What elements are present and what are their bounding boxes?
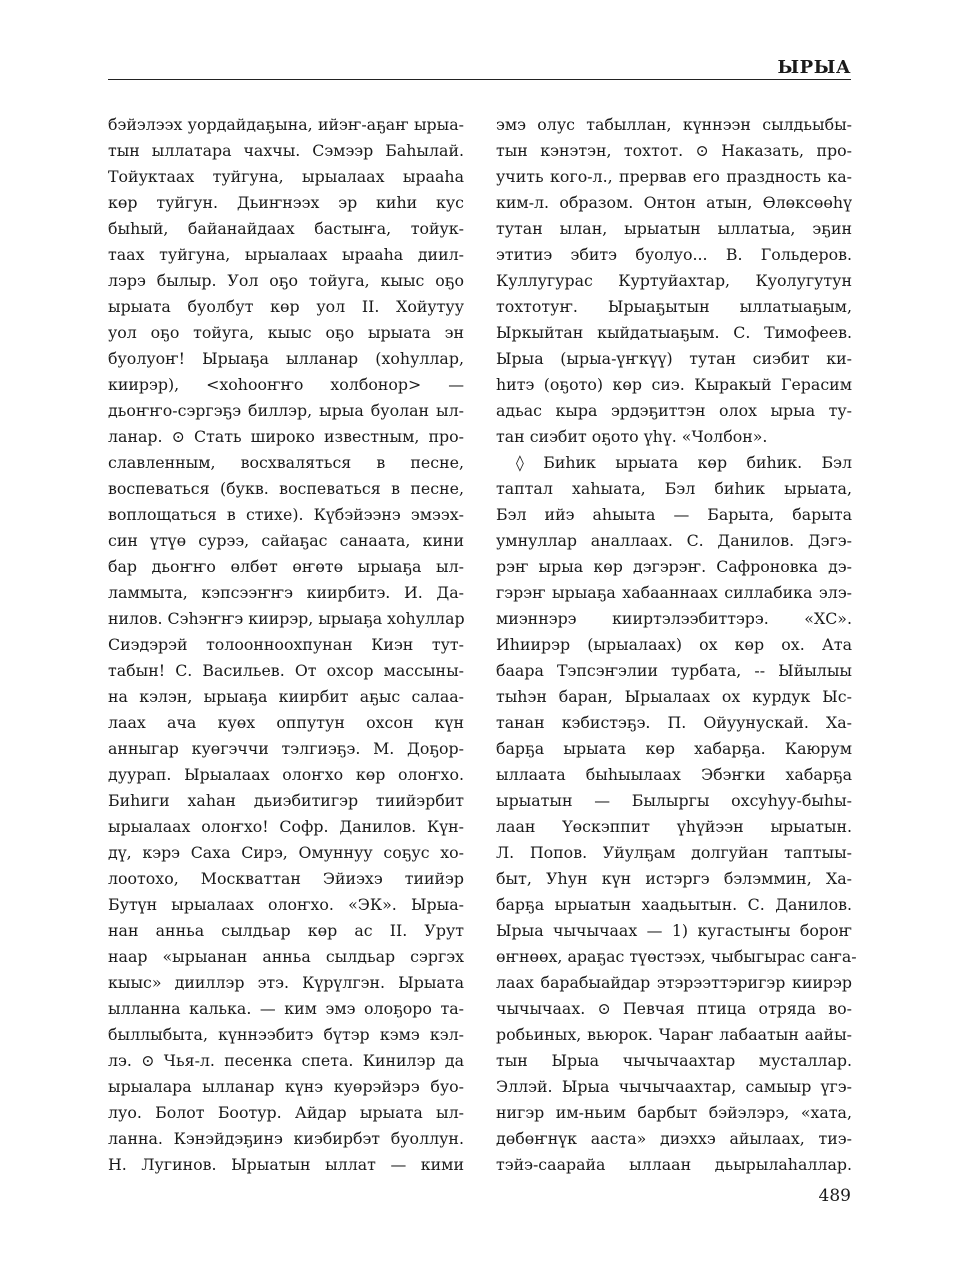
text-line: Тойуктаах туйгуна, ырыалаах ырааһа <box>108 167 464 186</box>
page-number: 489 <box>818 1186 851 1206</box>
text-line: быт, Уһун күн истэргэ бэлэммин, Ха- <box>496 869 852 888</box>
text-line: нан анньа сылдьар көр ас II. Урут <box>108 921 464 940</box>
text-line: эмэ олус табыллан, күннээн сылдьыбы- <box>496 115 852 134</box>
text-line: ланар. ⊙ Стать широко известным, про- <box>108 427 464 446</box>
left-column <box>108 112 464 1178</box>
text-line: Иһиирэр (ырыалаах) ох көр ох. Ата <box>496 635 852 654</box>
right-column <box>496 112 857 1178</box>
text-line: умнуллар аналлаах. С. Данилов. Дэгэ- <box>496 531 852 550</box>
text-line: өҥнөөх, араҕас түөстээх, чыбыгырас саҥа- <box>496 947 857 966</box>
text-line: ырыата буолбут көр уол II. Хойутуу <box>108 297 464 316</box>
text-line: син үтүө сурээ, сайаҕас санаата, кини <box>108 531 464 550</box>
text-line: ◊ Биһик ырыата көр биһик. Бэл <box>516 453 852 472</box>
text-line: Ырыа (ырыа-үҥкүү) тутан сиэбит ки- <box>496 349 852 368</box>
text-line: бэйэлээх уордайдаҕына, ийэҥ-аҕаҥ ырыа- <box>108 115 464 134</box>
text-line: ырыалара ылланар күнэ куөрэйэрэ буо- <box>108 1077 464 1096</box>
text-line: ланна. Кэнэйдэҕинэ киэбирбэт буоллун. <box>108 1129 464 1148</box>
text-line: бар дьоҥҥо өлбөт өҥөтө ырыаҕа ыл- <box>108 557 464 576</box>
running-header-title: ЫРЫА <box>777 57 851 78</box>
text-line: этитиэ эбитэ буолуо... В. Гольдеров. <box>496 245 852 264</box>
text-line: нигэр им-ньим барбыт бэйэлэрэ, «хата, <box>496 1103 852 1122</box>
text-line: ыллаата быһыылаах Эбэҥки хабарҕа <box>496 765 852 784</box>
text-line: рэҥ ырыа көр дэгэрэҥ. Сафроновка дэ- <box>496 557 852 576</box>
text-line: тын кэнэтэн, тохтот. ⊙ Наказать, про- <box>496 141 852 160</box>
header-rule <box>108 79 851 80</box>
text-line: Куллугурас Куртуйахтар, Куолугутун <box>496 271 852 290</box>
text-line: тохтотуҥ. Ырыаҕытын ыллатыаҕым, <box>496 297 852 316</box>
text-line: дөбөҥнүк ааста» диэххэ айылаах, тиэ- <box>496 1129 852 1148</box>
text-line: танан кэбистэҕэ. П. Ойуунускай. Ха- <box>496 713 852 732</box>
text-line: Н. Лугинов. Ырыатын ыллат — кими <box>108 1155 464 1174</box>
text-line: таах туйгуна, ырыалаах ырааһа диил- <box>108 245 464 264</box>
text-line: лаах барабыайдар этэрээттэригэр киирэр <box>496 973 852 992</box>
text-line: барҕа ырыата көр хабарҕа. Каюрум <box>496 739 852 758</box>
text-line: Бутүн ырыалаах олоҥхо. «ЭК». Ырыа- <box>108 895 464 914</box>
text-line: тын ыллатара чахчы. Сэмээр Баһылай. <box>108 141 464 160</box>
text-line: ылланна калька. — ким эмэ олоҕоро та- <box>108 999 464 1018</box>
text-line: быһый, байанайдаах бастыҥа, тойук- <box>108 219 464 238</box>
text-line: гэрэҥ ырыаҕа хабааннаах силлабика элэ- <box>496 583 852 602</box>
text-line: лаах ача куөх оппутун охсон күн <box>108 713 464 732</box>
text-line: адьас кыра эрдэҕиттэн олох ырыа ту- <box>496 401 852 420</box>
text-line: ким-л. образом. Онтон атын, Өлөксөөһү <box>496 193 852 212</box>
text-line: ламмыта, кэпсээҥҥэ киирбитэ. И. Да- <box>108 583 464 602</box>
text-line: ырыалаах олоҥхо! Софр. Данилов. Күн- <box>108 817 464 836</box>
text-line: киирэр), <хоһооҥҥо холбонор> — <box>108 375 464 394</box>
text-line: наар «ырыанан анньа сылдьар сэргэх <box>108 947 464 966</box>
text-line: быллыбыта, күннээбитэ бүтэр кэмэ кэл- <box>108 1025 464 1044</box>
text-line: Эллэй. Ырыа чычычаахтар, самыыр үгэ- <box>496 1077 852 1096</box>
text-line: чычычаах. ⊙ Певчая птица отряда во- <box>496 999 852 1018</box>
text-line: лаан Үөскэппит үһүйээн ырыатын. <box>496 817 852 836</box>
text-line: баара Тэпсэҥэлии турбата, -- Ыйылыы <box>496 661 852 680</box>
text-line: луо. Болот Боотур. Айдар ырыата ыл- <box>108 1103 464 1122</box>
text-line: нилов. Сэһэҥҥэ киирэр, ырыаҕа хоһуллар <box>108 609 465 628</box>
text-line: лэрэ былыр. Уол оҕо тойуга, кыыс оҕо <box>108 271 464 290</box>
text-line: миэннэрэ кииртэлээбиттэрэ. «ХС». <box>496 609 852 628</box>
text-line: тэйэ-саарайа ыллаан дьырылаһаллар. <box>496 1155 852 1174</box>
text-line: Л. Попов. Уйулҕам долгуйан таптыы- <box>496 843 852 862</box>
text-line: славленным, восхваляться в песне, <box>108 453 464 472</box>
text-line: ырыатын — Былыргы охсуһуу-быһы- <box>496 791 852 810</box>
text-line: буолуоҥ! Ырыаҕа ылланар (хоһуллар, <box>108 349 464 368</box>
text-line: Ырыа чычычаах — 1) кугастыҥы бороҥ <box>496 921 852 940</box>
text-line: лэ. ⊙ Чья-л. песенка спета. Кинилэр да <box>108 1051 464 1070</box>
text-line: лоотохо, Москваттан Эйиэхэ тиийэр <box>108 869 464 888</box>
text-line: барҕа ырыатын хаадьытын. С. Данилов. <box>496 895 852 914</box>
text-line: Ыркыйтан кыйдатыаҕым. С. Тимофеев. <box>496 323 852 342</box>
text-line: робьиных, вьюрок. Чараҥ лабаатын аайы- <box>496 1025 852 1044</box>
text-line: уол оҕо тойуга, кыыс оҕо ырыата эн <box>108 323 464 342</box>
text-line: Сиэдэрэй толоонноохпунан Киэн тут- <box>108 635 464 654</box>
text-line: дү, кэрэ Саха Сирэ, Омуннуу соҕус хо- <box>108 843 464 862</box>
text-line: көр туйгун. Дьиҥнээх эр киһи кус <box>108 193 464 212</box>
text-line: учить кого-л., прервав его праздность ка- <box>496 167 852 186</box>
text-line: воплощаться в стихе). Күбэйээнэ эмээх- <box>108 505 464 524</box>
text-line: тутан ылан, ырыатын ыллатыа, эҕин <box>496 219 852 238</box>
text-line: таптал хаһыата, Бэл биһик ырыата, <box>496 479 852 498</box>
text-line: воспеваться (букв. воспеваться в песне, <box>108 479 464 498</box>
text-line: тын Ырыа чычычаахтар мусталлар. <box>496 1051 852 1070</box>
text-line: кыыс» дииллэр этэ. Күрүлгэн. Ырыата <box>108 973 464 992</box>
text-line: анныгар куөгэччи тэлгиэҕэ. М. Доҕор- <box>108 739 464 758</box>
text-line: тан сиэбит оҕото үһү. «Чолбон». <box>496 427 768 446</box>
text-line: дуурап. Ырыалаах олоҥхо көр олоҥхо. <box>108 765 464 784</box>
text-line: Биһиги хаһан дьиэбитигэр тиийэрбит <box>108 791 464 810</box>
text-line: һитэ (оҕото) көр сиэ. Кыракый Герасим <box>496 375 852 394</box>
text-line: Бэл ийэ аһыыта — Барыта, барыта <box>496 505 852 524</box>
text-line: дьоҥҥо-сэргэҕэ биллэр, ырыа буолан ыл- <box>108 401 464 420</box>
text-line: тыһэн баран, Ырыалаах ох курдук Ыс- <box>496 687 852 706</box>
text-line: табын! С. Васильев. От охсор массыны- <box>108 661 464 680</box>
text-line: на кэлэн, ырыаҕа киирбит аҕыс салаа- <box>108 687 464 706</box>
